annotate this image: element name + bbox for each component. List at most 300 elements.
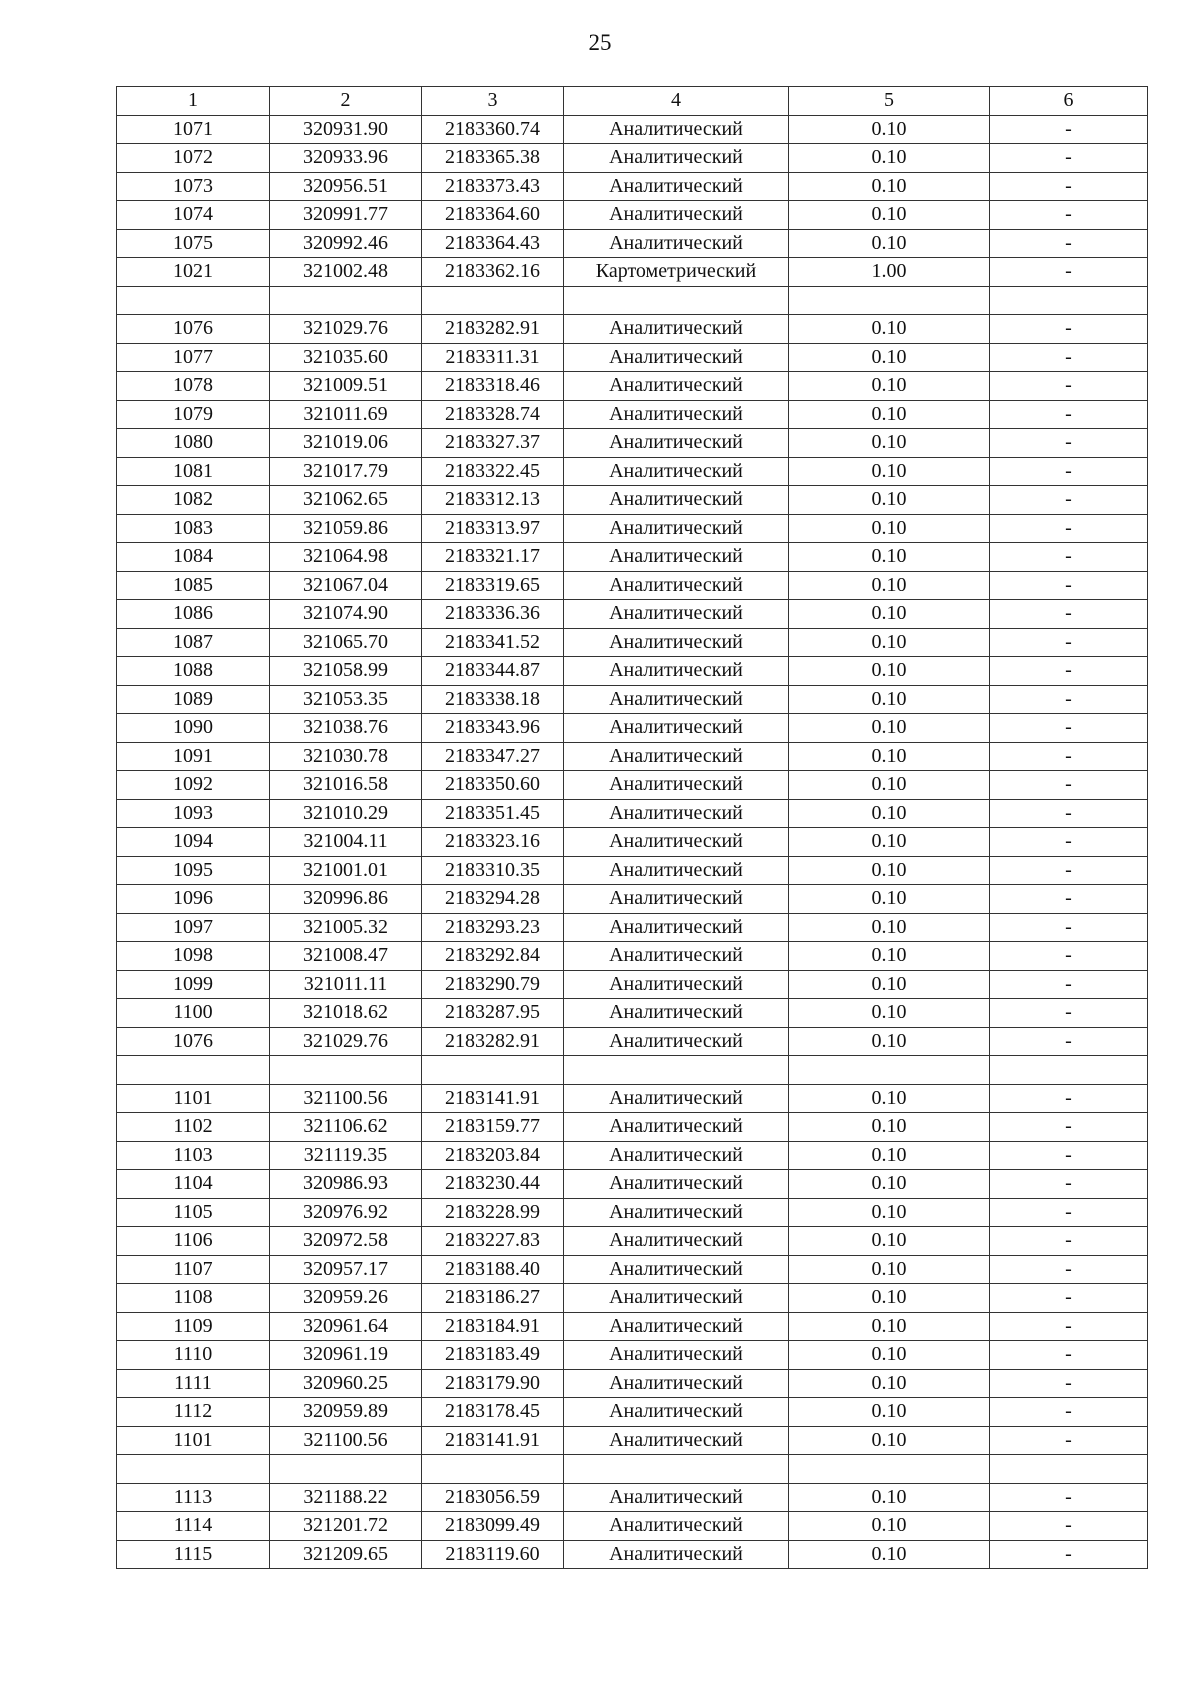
description-cell: -: [990, 1483, 1148, 1512]
x-coordinate-cell: 320957.17: [270, 1255, 422, 1284]
description-cell: -: [990, 657, 1148, 686]
x-coordinate-cell: 321209.65: [270, 1540, 422, 1569]
method-cell: [564, 1056, 789, 1085]
accuracy-cell: 0.10: [789, 999, 990, 1028]
method-cell: Аналитический: [564, 229, 789, 258]
y-coordinate-cell: 2183319.65: [422, 571, 564, 600]
y-coordinate-cell: 2183322.45: [422, 457, 564, 486]
x-coordinate-cell: 320959.26: [270, 1284, 422, 1313]
x-coordinate-cell: 321001.01: [270, 856, 422, 885]
table-row: [117, 657, 1148, 686]
y-coordinate-cell: 2183183.49: [422, 1341, 564, 1370]
point-number-cell: 1102: [117, 1113, 270, 1142]
table-row: [117, 1341, 1148, 1370]
description-cell: -: [990, 1227, 1148, 1256]
table-row: [117, 400, 1148, 429]
point-number-cell: 1083: [117, 514, 270, 543]
description-cell: -: [990, 999, 1148, 1028]
table-row: [117, 315, 1148, 344]
y-coordinate-cell: 2183313.97: [422, 514, 564, 543]
accuracy-cell: 1.00: [789, 258, 990, 287]
accuracy-cell: 0.10: [789, 885, 990, 914]
point-number-cell: 1115: [117, 1540, 270, 1569]
accuracy-cell: 0.10: [789, 543, 990, 572]
accuracy-cell: 0.10: [789, 1255, 990, 1284]
description-cell: -: [990, 400, 1148, 429]
description-cell: -: [990, 771, 1148, 800]
y-coordinate-cell: [422, 1056, 564, 1085]
description-cell: -: [990, 1084, 1148, 1113]
accuracy-cell: 0.10: [789, 1426, 990, 1455]
y-coordinate-cell: 2183311.31: [422, 343, 564, 372]
description-cell: -: [990, 628, 1148, 657]
method-cell: Аналитический: [564, 856, 789, 885]
point-number-cell: 1099: [117, 970, 270, 999]
accuracy-cell: 0.10: [789, 1027, 990, 1056]
table-row: [117, 999, 1148, 1028]
method-cell: Аналитический: [564, 172, 789, 201]
point-number-cell: 1111: [117, 1369, 270, 1398]
point-number-cell: 1106: [117, 1227, 270, 1256]
method-cell: Аналитический: [564, 885, 789, 914]
y-coordinate-cell: 2183228.99: [422, 1198, 564, 1227]
accuracy-cell: 0.10: [789, 1483, 990, 1512]
table-row: [117, 685, 1148, 714]
description-cell: -: [990, 856, 1148, 885]
y-coordinate-cell: 2183099.49: [422, 1512, 564, 1541]
description-cell: -: [990, 1284, 1148, 1313]
table-row: [117, 1483, 1148, 1512]
table-row: [117, 1540, 1148, 1569]
method-cell: Аналитический: [564, 429, 789, 458]
point-number-cell: 1075: [117, 229, 270, 258]
description-cell: [990, 1056, 1148, 1085]
table-row: [117, 115, 1148, 144]
y-coordinate-cell: 2183336.36: [422, 600, 564, 629]
description-cell: -: [990, 429, 1148, 458]
description-cell: -: [990, 742, 1148, 771]
x-coordinate-cell: 320972.58: [270, 1227, 422, 1256]
accuracy-cell: 0.10: [789, 1084, 990, 1113]
x-coordinate-cell: 321201.72: [270, 1512, 422, 1541]
description-cell: -: [990, 543, 1148, 572]
accuracy-cell: 0.10: [789, 970, 990, 999]
table-row: [117, 1141, 1148, 1170]
point-number-cell: 1090: [117, 714, 270, 743]
method-cell: Аналитический: [564, 628, 789, 657]
point-number-cell: 1113: [117, 1483, 270, 1512]
y-coordinate-cell: 2183230.44: [422, 1170, 564, 1199]
method-cell: Аналитический: [564, 1540, 789, 1569]
point-number-cell: 1084: [117, 543, 270, 572]
x-coordinate-cell: 321011.11: [270, 970, 422, 999]
x-coordinate-cell: 321106.62: [270, 1113, 422, 1142]
method-cell: Аналитический: [564, 1483, 789, 1512]
table-row: [117, 172, 1148, 201]
x-coordinate-cell: 321016.58: [270, 771, 422, 800]
point-number-cell: 1109: [117, 1312, 270, 1341]
accuracy-cell: 0.10: [789, 799, 990, 828]
accuracy-cell: 0.10: [789, 628, 990, 657]
accuracy-cell: 0.10: [789, 600, 990, 629]
description-cell: -: [990, 372, 1148, 401]
description-cell: -: [990, 1398, 1148, 1427]
y-coordinate-cell: 2183141.91: [422, 1084, 564, 1113]
method-cell: Аналитический: [564, 400, 789, 429]
table-row: [117, 628, 1148, 657]
table-row: [117, 600, 1148, 629]
point-number-cell: 1079: [117, 400, 270, 429]
y-coordinate-cell: 2183186.27: [422, 1284, 564, 1313]
description-cell: -: [990, 1255, 1148, 1284]
y-coordinate-cell: 2183364.60: [422, 201, 564, 230]
y-coordinate-cell: 2183328.74: [422, 400, 564, 429]
y-coordinate-cell: 2183373.43: [422, 172, 564, 201]
y-coordinate-cell: 2183282.91: [422, 315, 564, 344]
point-number-cell: 1107: [117, 1255, 270, 1284]
y-coordinate-cell: 2183056.59: [422, 1483, 564, 1512]
table-row: [117, 286, 1148, 315]
table-body: [117, 115, 1148, 1569]
table-row: [117, 1255, 1148, 1284]
description-cell: -: [990, 885, 1148, 914]
point-number-cell: 1114: [117, 1512, 270, 1541]
method-cell: Аналитический: [564, 1170, 789, 1199]
method-cell: Картометрический: [564, 258, 789, 287]
x-coordinate-cell: 320976.92: [270, 1198, 422, 1227]
method-cell: Аналитический: [564, 1141, 789, 1170]
table-row: [117, 856, 1148, 885]
table-row: [117, 571, 1148, 600]
description-cell: [990, 1455, 1148, 1484]
method-cell: Аналитический: [564, 1426, 789, 1455]
point-number-cell: 1081: [117, 457, 270, 486]
y-coordinate-cell: 2183159.77: [422, 1113, 564, 1142]
accuracy-cell: 0.10: [789, 1227, 990, 1256]
y-coordinate-cell: 2183203.84: [422, 1141, 564, 1170]
table-row: [117, 1084, 1148, 1113]
y-coordinate-cell: 2183312.13: [422, 486, 564, 515]
y-coordinate-cell: 2183184.91: [422, 1312, 564, 1341]
x-coordinate-cell: 320992.46: [270, 229, 422, 258]
y-coordinate-cell: [422, 286, 564, 315]
method-cell: Аналитический: [564, 514, 789, 543]
header-cell-5: 5: [789, 87, 990, 116]
table-row: [117, 372, 1148, 401]
description-cell: -: [990, 172, 1148, 201]
accuracy-cell: 0.10: [789, 828, 990, 857]
table-row: [117, 799, 1148, 828]
table-row: [117, 258, 1148, 287]
x-coordinate-cell: 321119.35: [270, 1141, 422, 1170]
y-coordinate-cell: 2183227.83: [422, 1227, 564, 1256]
point-number-cell: 1093: [117, 799, 270, 828]
table-row: [117, 1056, 1148, 1085]
description-cell: -: [990, 258, 1148, 287]
x-coordinate-cell: 320960.25: [270, 1369, 422, 1398]
accuracy-cell: 0.10: [789, 571, 990, 600]
x-coordinate-cell: 320961.19: [270, 1341, 422, 1370]
header-cell-2: 2: [270, 87, 422, 116]
x-coordinate-cell: 320991.77: [270, 201, 422, 230]
method-cell: Аналитический: [564, 1284, 789, 1313]
y-coordinate-cell: 2183294.28: [422, 885, 564, 914]
table-row: [117, 913, 1148, 942]
accuracy-cell: [789, 1056, 990, 1085]
x-coordinate-cell: 321019.06: [270, 429, 422, 458]
point-number-cell: 1087: [117, 628, 270, 657]
accuracy-cell: 0.10: [789, 1312, 990, 1341]
accuracy-cell: 0.10: [789, 856, 990, 885]
point-number-cell: 1098: [117, 942, 270, 971]
y-coordinate-cell: 2183179.90: [422, 1369, 564, 1398]
description-cell: -: [990, 315, 1148, 344]
method-cell: Аналитический: [564, 799, 789, 828]
table-row: [117, 1198, 1148, 1227]
table-row: [117, 1284, 1148, 1313]
table-row: [117, 1312, 1148, 1341]
x-coordinate-cell: [270, 1056, 422, 1085]
table-row: [117, 970, 1148, 999]
method-cell: [564, 1455, 789, 1484]
description-cell: -: [990, 1198, 1148, 1227]
table-row: [117, 343, 1148, 372]
point-number-cell: 1097: [117, 913, 270, 942]
point-number-cell: 1080: [117, 429, 270, 458]
y-coordinate-cell: 2183360.74: [422, 115, 564, 144]
method-cell: Аналитический: [564, 999, 789, 1028]
coordinates-table: [116, 86, 1148, 1569]
y-coordinate-cell: 2183362.16: [422, 258, 564, 287]
x-coordinate-cell: 320959.89: [270, 1398, 422, 1427]
accuracy-cell: 0.10: [789, 1341, 990, 1370]
x-coordinate-cell: 321009.51: [270, 372, 422, 401]
y-coordinate-cell: 2183178.45: [422, 1398, 564, 1427]
x-coordinate-cell: 321053.35: [270, 685, 422, 714]
point-number-cell: [117, 1056, 270, 1085]
y-coordinate-cell: 2183327.37: [422, 429, 564, 458]
x-coordinate-cell: 320931.90: [270, 115, 422, 144]
point-number-cell: 1088: [117, 657, 270, 686]
point-number-cell: 1071: [117, 115, 270, 144]
point-number-cell: 1101: [117, 1084, 270, 1113]
method-cell: Аналитический: [564, 457, 789, 486]
method-cell: [564, 286, 789, 315]
x-coordinate-cell: 321004.11: [270, 828, 422, 857]
point-number-cell: 1086: [117, 600, 270, 629]
method-cell: Аналитический: [564, 1084, 789, 1113]
description-cell: -: [990, 1512, 1148, 1541]
table-row: [117, 1455, 1148, 1484]
accuracy-cell: 0.10: [789, 1284, 990, 1313]
x-coordinate-cell: 321067.04: [270, 571, 422, 600]
x-coordinate-cell: 321100.56: [270, 1426, 422, 1455]
description-cell: -: [990, 343, 1148, 372]
accuracy-cell: 0.10: [789, 942, 990, 971]
accuracy-cell: 0.10: [789, 144, 990, 173]
accuracy-cell: 0.10: [789, 229, 990, 258]
method-cell: Аналитический: [564, 1398, 789, 1427]
accuracy-cell: 0.10: [789, 457, 990, 486]
method-cell: Аналитический: [564, 600, 789, 629]
point-number-cell: 1094: [117, 828, 270, 857]
point-number-cell: 1103: [117, 1141, 270, 1170]
point-number-cell: 1104: [117, 1170, 270, 1199]
accuracy-cell: 0.10: [789, 771, 990, 800]
method-cell: Аналитический: [564, 144, 789, 173]
method-cell: Аналитический: [564, 685, 789, 714]
table-row: [117, 771, 1148, 800]
description-cell: -: [990, 1141, 1148, 1170]
x-coordinate-cell: 320961.64: [270, 1312, 422, 1341]
description-cell: -: [990, 1540, 1148, 1569]
description-cell: -: [990, 201, 1148, 230]
page-number: 25: [588, 30, 612, 55]
x-coordinate-cell: [270, 1455, 422, 1484]
x-coordinate-cell: 321029.76: [270, 1027, 422, 1056]
point-number-cell: 1089: [117, 685, 270, 714]
table-row: [117, 486, 1148, 515]
x-coordinate-cell: 321065.70: [270, 628, 422, 657]
table-row: [117, 429, 1148, 458]
method-cell: Аналитический: [564, 343, 789, 372]
point-number-cell: 1095: [117, 856, 270, 885]
table-row: [117, 543, 1148, 572]
x-coordinate-cell: 321064.98: [270, 543, 422, 572]
method-cell: Аналитический: [564, 742, 789, 771]
accuracy-cell: 0.10: [789, 1198, 990, 1227]
method-cell: Аналитический: [564, 1113, 789, 1142]
x-coordinate-cell: 321100.56: [270, 1084, 422, 1113]
accuracy-cell: 0.10: [789, 514, 990, 543]
header-cell-1: 1: [117, 87, 270, 116]
table-row: [117, 1398, 1148, 1427]
description-cell: -: [990, 1312, 1148, 1341]
x-coordinate-cell: 321005.32: [270, 913, 422, 942]
accuracy-cell: 0.10: [789, 1398, 990, 1427]
y-coordinate-cell: 2183287.95: [422, 999, 564, 1028]
accuracy-cell: 0.10: [789, 657, 990, 686]
description-cell: -: [990, 115, 1148, 144]
point-number-cell: 1105: [117, 1198, 270, 1227]
x-coordinate-cell: 321074.90: [270, 600, 422, 629]
x-coordinate-cell: 320996.86: [270, 885, 422, 914]
description-cell: -: [990, 486, 1148, 515]
method-cell: Аналитический: [564, 315, 789, 344]
description-cell: -: [990, 799, 1148, 828]
accuracy-cell: 0.10: [789, 1170, 990, 1199]
point-number-cell: 1100: [117, 999, 270, 1028]
table-row: [117, 229, 1148, 258]
method-cell: Аналитический: [564, 1312, 789, 1341]
point-number-cell: [117, 286, 270, 315]
table-row: [117, 1369, 1148, 1398]
y-coordinate-cell: 2183292.84: [422, 942, 564, 971]
description-cell: -: [990, 913, 1148, 942]
y-coordinate-cell: 2183310.35: [422, 856, 564, 885]
description-cell: -: [990, 144, 1148, 173]
x-coordinate-cell: 321018.62: [270, 999, 422, 1028]
x-coordinate-cell: 321002.48: [270, 258, 422, 287]
description-cell: -: [990, 457, 1148, 486]
point-number-cell: 1101: [117, 1426, 270, 1455]
accuracy-cell: 0.10: [789, 1113, 990, 1142]
description-cell: -: [990, 714, 1148, 743]
point-number-cell: 1076: [117, 315, 270, 344]
y-coordinate-cell: 2183293.23: [422, 913, 564, 942]
table-row: [117, 201, 1148, 230]
description-cell: -: [990, 1027, 1148, 1056]
x-coordinate-cell: 321011.69: [270, 400, 422, 429]
description-cell: -: [990, 942, 1148, 971]
description-cell: -: [990, 1113, 1148, 1142]
method-cell: Аналитический: [564, 543, 789, 572]
point-number-cell: 1108: [117, 1284, 270, 1313]
method-cell: Аналитический: [564, 771, 789, 800]
table-row: [117, 144, 1148, 173]
description-cell: -: [990, 1341, 1148, 1370]
y-coordinate-cell: 2183188.40: [422, 1255, 564, 1284]
x-coordinate-cell: 321062.65: [270, 486, 422, 515]
method-cell: Аналитический: [564, 1227, 789, 1256]
description-cell: -: [990, 514, 1148, 543]
description-cell: -: [990, 1170, 1148, 1199]
accuracy-cell: 0.10: [789, 400, 990, 429]
x-coordinate-cell: 321030.78: [270, 742, 422, 771]
header-cell-4: 4: [564, 87, 789, 116]
table-row: [117, 1027, 1148, 1056]
point-number-cell: 1072: [117, 144, 270, 173]
accuracy-cell: 0.10: [789, 172, 990, 201]
y-coordinate-cell: 2183351.45: [422, 799, 564, 828]
x-coordinate-cell: 321010.29: [270, 799, 422, 828]
accuracy-cell: 0.10: [789, 1369, 990, 1398]
table-row: [117, 828, 1148, 857]
table-row: [117, 1170, 1148, 1199]
table-header-row: [117, 87, 1148, 116]
accuracy-cell: 0.10: [789, 429, 990, 458]
header-cell-6: 6: [990, 87, 1148, 116]
table-row: [117, 1426, 1148, 1455]
y-coordinate-cell: [422, 1455, 564, 1484]
y-coordinate-cell: 2183282.91: [422, 1027, 564, 1056]
accuracy-cell: 0.10: [789, 315, 990, 344]
accuracy-cell: [789, 1455, 990, 1484]
description-cell: -: [990, 970, 1148, 999]
x-coordinate-cell: 320986.93: [270, 1170, 422, 1199]
description-cell: -: [990, 1369, 1148, 1398]
table-row: [117, 514, 1148, 543]
point-number-cell: 1078: [117, 372, 270, 401]
method-cell: Аналитический: [564, 828, 789, 857]
description-cell: -: [990, 571, 1148, 600]
table-row: [117, 1113, 1148, 1142]
accuracy-cell: 0.10: [789, 115, 990, 144]
point-number-cell: 1077: [117, 343, 270, 372]
accuracy-cell: 0.10: [789, 742, 990, 771]
x-coordinate-cell: 321017.79: [270, 457, 422, 486]
method-cell: Аналитический: [564, 1341, 789, 1370]
x-coordinate-cell: 320956.51: [270, 172, 422, 201]
y-coordinate-cell: 2183321.17: [422, 543, 564, 572]
accuracy-cell: 0.10: [789, 201, 990, 230]
x-coordinate-cell: 320933.96: [270, 144, 422, 173]
point-number-cell: 1110: [117, 1341, 270, 1370]
x-coordinate-cell: [270, 286, 422, 315]
method-cell: Аналитический: [564, 1369, 789, 1398]
table-row: [117, 742, 1148, 771]
table-row: [117, 714, 1148, 743]
